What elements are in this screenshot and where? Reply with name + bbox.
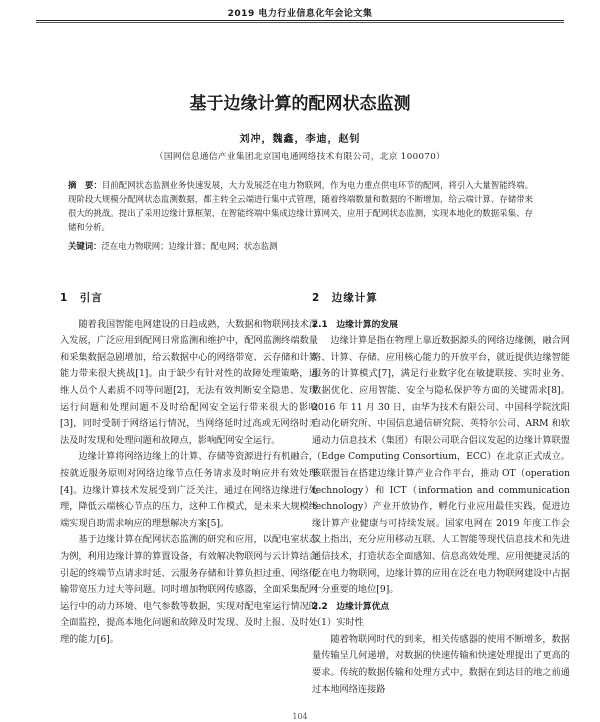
abstract bbox=[68, 178, 533, 234]
header-rule bbox=[36, 20, 564, 21]
section-2-title: 2 边缘计算 bbox=[312, 292, 378, 304]
subsection-2-2-1-title: （1）实时性 bbox=[312, 617, 364, 629]
keywords-label: 关键词： bbox=[68, 241, 102, 251]
paper-authors: 刘冲，魏鑫，李迪，赵钊 bbox=[239, 134, 361, 145]
intro-paragraph-3: 基于边缘计算在配网状态监测的研究和应用，以配电室状态为例，利用边缘计算的算置设备，有效解决物联网与云计算结合引起的终端节点请求时延、云服务存储和计算负担过重、网络传输带宽压力过大等问题。同时增加物联网传感器，全面采集配网运行中的动力环境、电气参数等数据，实现对配电室运行情况的全面监控，提高本地化问题和故障及时发现、及时上报、及时处理的能力[6]。 bbox=[60, 534, 318, 645]
right-column bbox=[312, 270, 570, 698]
subsection-2-2-title: 2.2 边缘计算优点 bbox=[312, 601, 390, 612]
intro-paragraph-2: 边缘计算将网络边缘上的计算、存储等资源进行有机融合，按就近服务原则对网络边缘节点任务请求及时响应并有效处理[4]。边缘计算技术发展受到广泛关注，通过在网络边缘进行处理，降低云端核心节点的压力，这种工作模式，是未来大规模终端实现自助需求响应的理想解决方案[5]。 bbox=[60, 451, 318, 529]
keywords-text: 泛在电力物联网；边缘计算；配电网；状态监测 bbox=[101, 241, 278, 251]
paper-title: 基于边缘计算的配网状态监测 bbox=[189, 94, 411, 114]
paper-affiliation: （国网信息通信产业集团北京国电通网络技术有限公司，北京 100070） bbox=[154, 152, 446, 162]
conference-header: 2019 电力行业信息化年会论文集 bbox=[227, 9, 373, 19]
subsection-2-1-title: 2.1 边缘计算的发展 bbox=[312, 319, 398, 330]
page-number: 104 bbox=[292, 712, 308, 721]
abstract-text: 目前配网状态监测业务快速发展，大力发展泛在电力物联网，作为电力重点供电环节的配网，将引入大量智能终端。现阶段大规模分配网状态监测数据，都主转全云端进行集中式管理，随着终端数量和数据的不断增加，给云端计算、存储带来很大的挑战。提出了采用边缘计算框架，在智能终端中集成边缘计算网关，应用于配网状态监测，实现本地化的数据采集、存储和分析。 bbox=[68, 180, 534, 232]
keywords bbox=[68, 240, 533, 252]
intro-paragraph-1: 随着我国智能电网建设的日趋成熟，大数据和物联网技术深入发展，广泛应用到配网日常监测和维护中，配网监测终端数量和采集数据急剧增加，给云数据中心的网络带宽、云存储和计算能力带来很大挑战[1]。由于缺少有针对性的故障处理策略，运维人员个人素质不同等问题[2]，无法有效判断安全隐患、发现运行问题和处理问题不及时给配网安全运行带来很大的影响[3]，同时受制于网络运行情况，当网络延时过高或无网络时无法及时发现和处理问题和故障点，影响配网安全运行。 bbox=[60, 318, 318, 446]
header-rule-thin bbox=[36, 22, 564, 23]
section-1-title: 1 引言 bbox=[60, 292, 103, 304]
abstract-label: 摘 要： bbox=[68, 180, 102, 190]
edge-paragraph-1: 边缘计算是指在物理上靠近数据源头的网络边缘侧，融合网络、计算、存储、应用核心能力的开放平台，就近提供边缘智能服务的计算模式[7]，满足行业数字化在敏捷联接、实时业务、数据优化、应用智能、安全与隐私保护等方面的关键需求[8]。2016 年 11 月 30 日，由华为技术有限公司、中国科学院沈阳自动化研究所、中国信息通信研究院、英特尔公司、ARM 和软通动力信息技术（集团）有限公司联合倡议发起的边缘计算联盟（Edge Computing Consortium，ECC）在北京正式成立。该联盟旨在搭建边缘计算产业合作平台，推动 OT（operation technology）和 ICT（information and communication technology）产业开放协作，孵化行业应用最佳实践，促进边缘计算产业健康与可持续发展。国家电网在 2019 年度工作会议上指出，充分应用移动互联、人工智能等现代信息技术和先进通信技术，打造状态全面感知、信息高效处理、应用便捷灵活的泛在电力物联网，边缘计算的应用在泛在电力物联网建设中占据十分重要的地位[9]。 bbox=[312, 335, 570, 596]
edge-paragraph-2: 随着物联网时代的到来，相关传感器的使用不断增多，数据量传输呈几何递增，对数据的快速传输和快速处理提出了更高的要求。传统的数据传输和处理方式中，数据在到达目的地之前通过本地网络连接路 bbox=[312, 633, 570, 695]
left-column bbox=[60, 270, 318, 648]
